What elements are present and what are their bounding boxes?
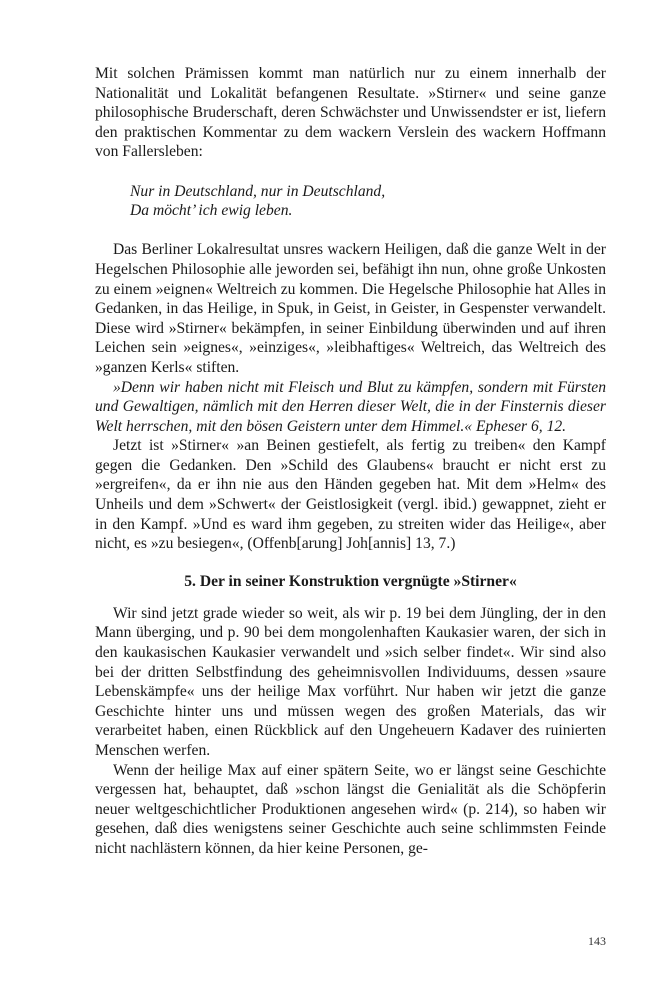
page-body: [95, 64, 606, 859]
paragraph-6: Wenn der heilige Max auf einer spätern Seite, wo er längst seine Geschichte vergessen hat, behauptet, daß »schon längst die Genialität als die Schöpferin neuer weltgeschichtlicher Produktionen angesehen wird« (p. 214), so haben wir gesehen, daß dies wenigstens seiner Geschichte auch seine schlimmsten Feinde nicht nachlästern können, da hier keine Personen, ge-: [95, 761, 606, 857]
verse-quote: [130, 182, 606, 221]
paragraph-4: Jetzt ist »Stirner« »an Beinen gestiefelt, als fertig zu treiben« den Kampf gegen die Gedanken. Den »Schild des Glaubens« braucht er nicht erst zu »ergreifen«, da er ihn nie aus den Händen gegeben hat. Mit dem »Helm« des Unheils und dem »Schwert« der Geistlosigkeit (vergl. ibid.) gewappnet, zieht er in den Kampf. »Und es ward ihm gegeben, zu streiten wider das Heilige«, aber nicht, es »zu besiegen«, (Offenb[arung] Joh[annis] 13, 7.): [95, 437, 606, 553]
verse-line-2: Da möcht’ ich ewig leben.: [130, 202, 293, 220]
page-number: 143: [588, 934, 606, 948]
verse-line-1: Nur in Deutschland, nur in Deutschland,: [130, 182, 386, 200]
paragraph-2: Das Berliner Lokalresultat unsres wackern Heiligen, daß die ganze Welt in der Hegelschen Philosophie alle jeworden sei, befähigt ihn nun, ohne große Unkosten zu einem »eignen« Weltreich zu kommen. Die Hegelsche Philosophie hat Alles in Gedanken, in das Heilige, in Spuk, in Geist, in Geister, in Gespenster verwandelt. Diese wird »Stirner« bekämpfen, in seiner Einbildung überwinden und auf ihren Leichen sein »eignes«, »einziges«, »leibhaftiges« Weltreich, das Weltreich des »ganzen Kerls« stiften.: [95, 241, 607, 376]
section-heading: 5. Der in seiner Konstruktion vergnügte »Stirner«: [184, 572, 517, 590]
paragraph-1: Mit solchen Prämissen kommt man natürlich nur zu einem innerhalb der Nationalität und Lokalität befangenen Resultate. »Stirner« und seine ganze philosophische Bruderschaft, deren Schwächster und Unwissendster er ist, liefern den praktischen Kommentar zu dem wackern Verslein des wackern Hoffmann von Fallersleben:: [95, 65, 606, 161]
scripture-quote: »Denn wir haben nicht mit Fleisch und Blut zu kämpfen, sondern mit Fürsten und Gewaltigen, nämlich mit den Herren dieser Welt, die in der Finsternis dieser Welt herrschen, mit den bösen Geistern unter dem Himmel.« Epheser 6, 12.: [95, 378, 606, 435]
paragraph-5: Wir sind jetzt grade wieder so weit, als wir p. 19 bei dem Jüngling, der in den Mann überging, und p. 90 bei dem mongolenhaften Kaukasier waren, der sich in den kaukasischen Kaukasier verwandelt und »sich selber findet«. Wir sind also bei der dritten Selbstfindung des geheimnisvollen Individuums, dessen »saure Lebenskämpfe« uns der heilige Max vorführt. Nur haben wir jetzt die ganze Geschichte hinter uns und müssen wegen des großen Materials, das wir verarbeitet haben, einen Rückblick auf den Ungeheuern Kadaver des ruinierten Menschen werfen.: [95, 604, 606, 759]
